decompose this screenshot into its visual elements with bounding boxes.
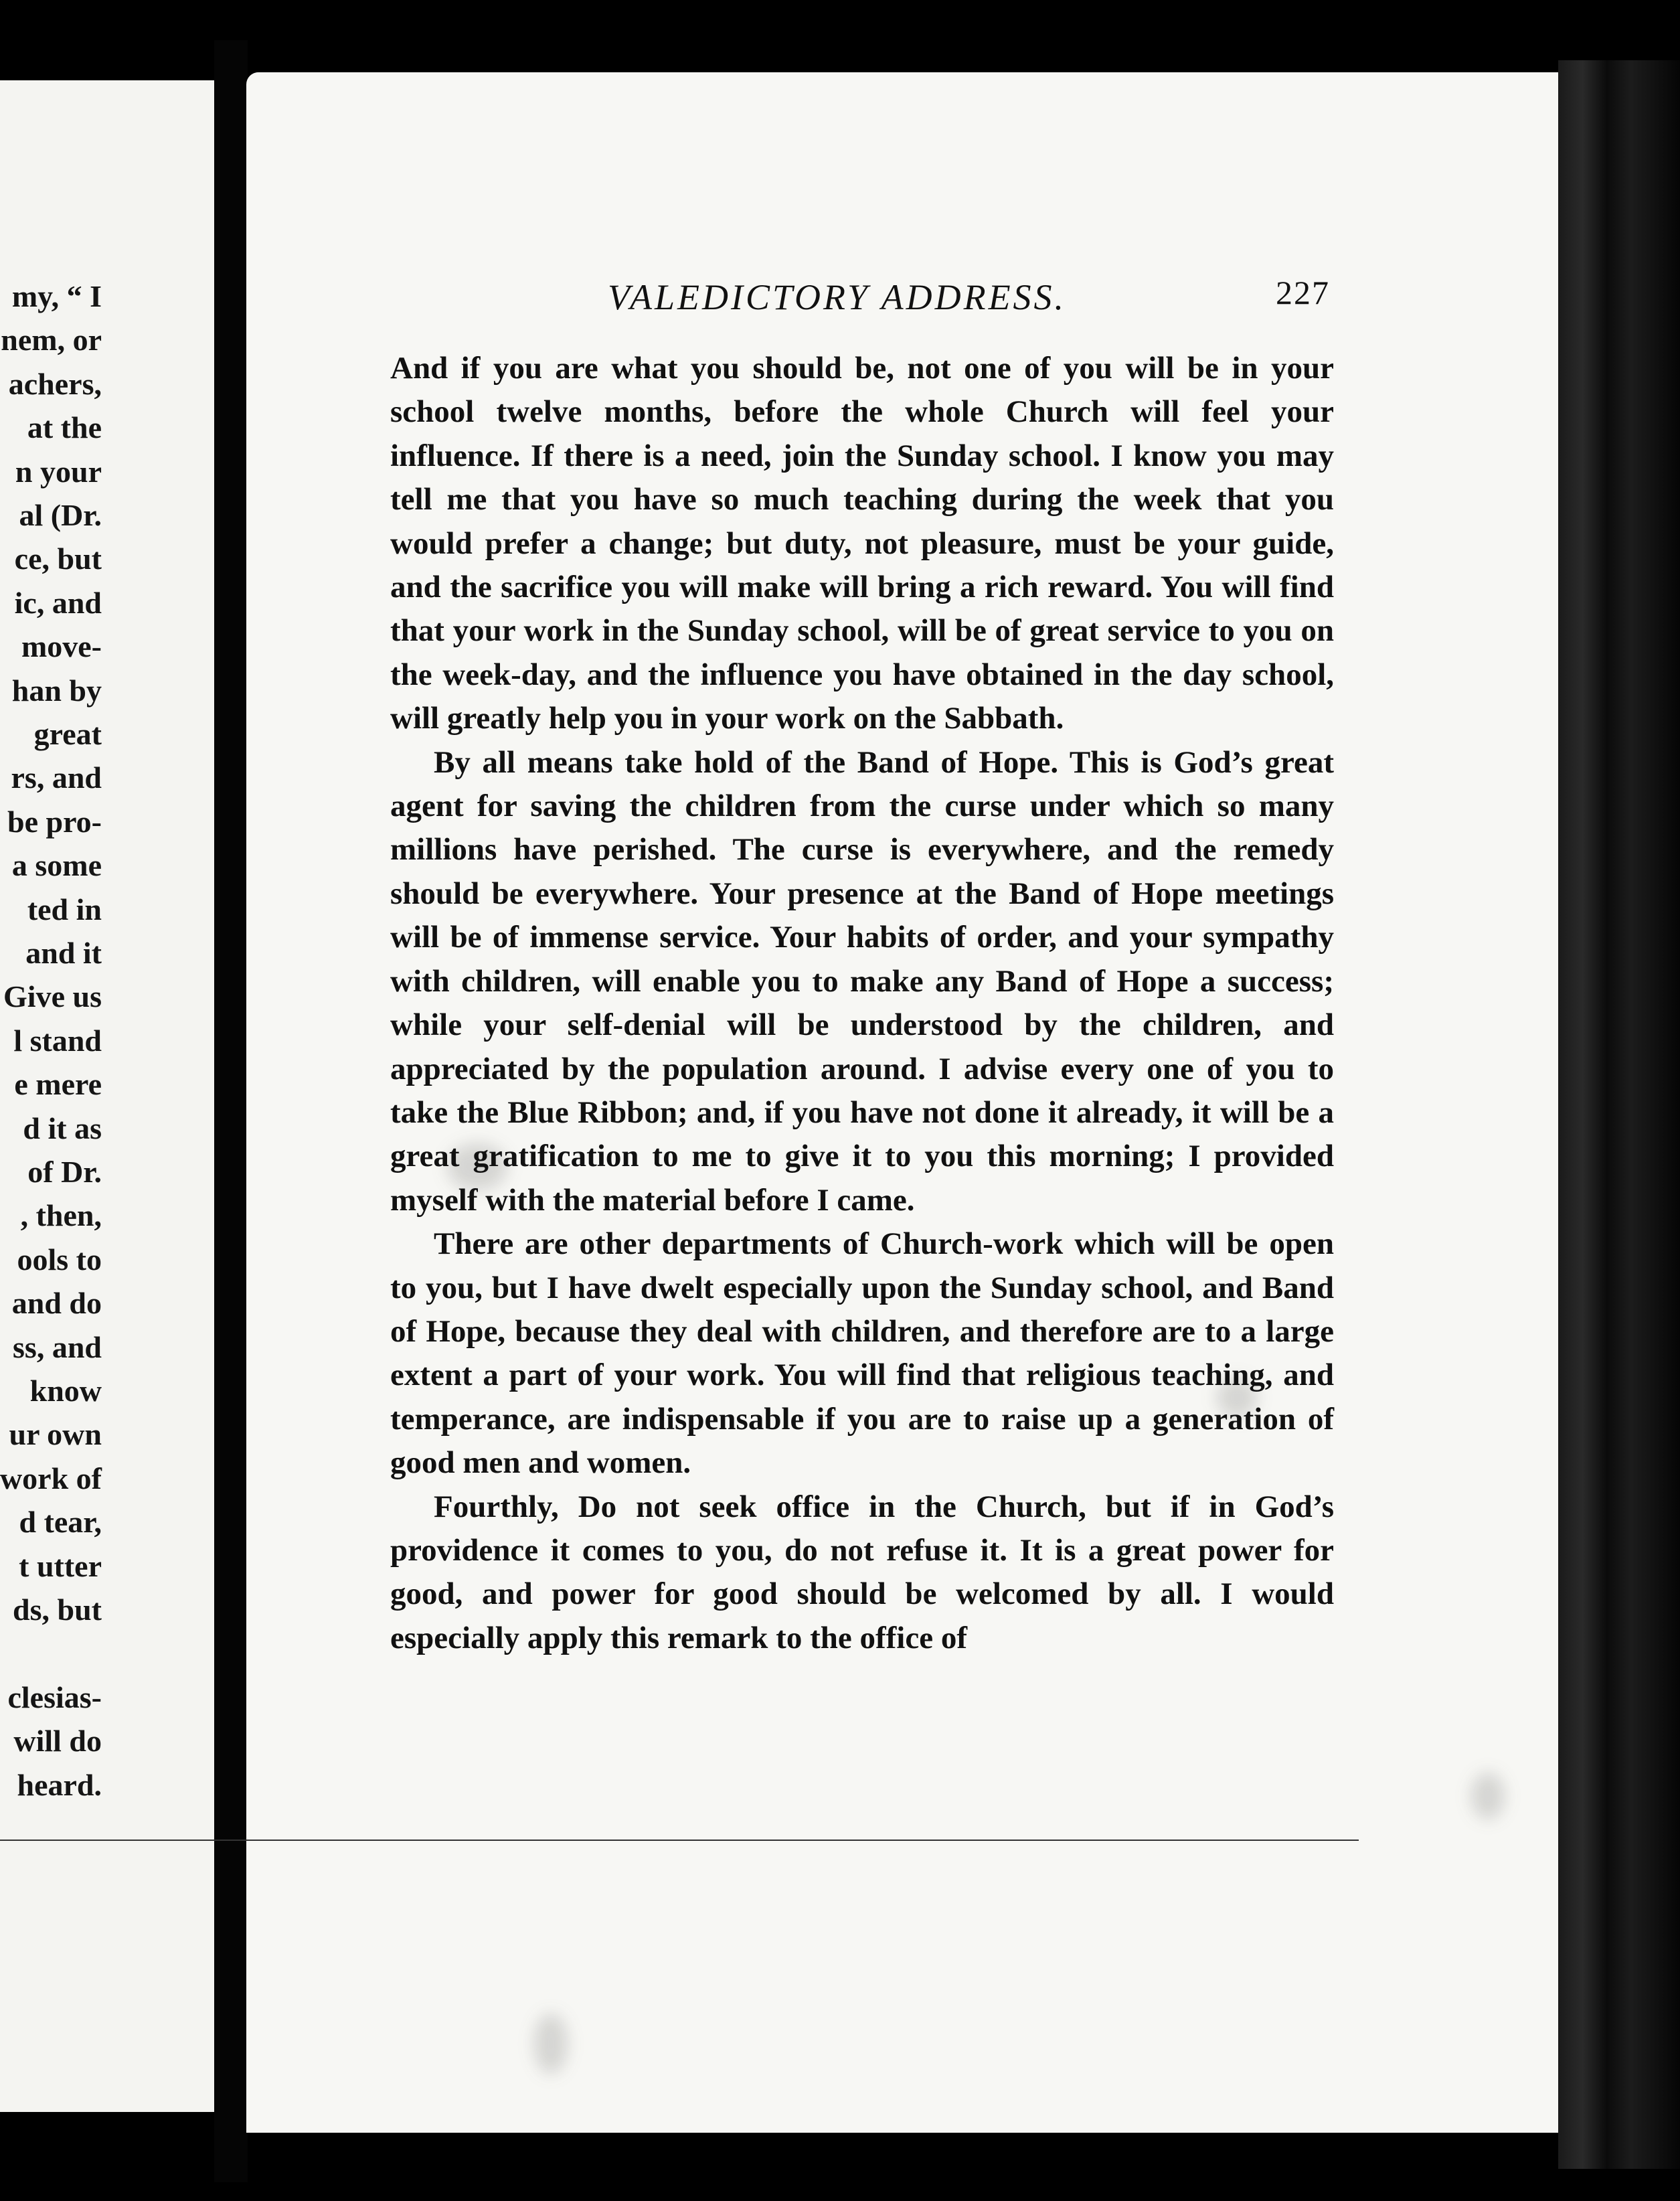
scan-artifact-line xyxy=(0,1840,1359,1841)
previous-page-line: at the xyxy=(27,410,102,445)
previous-page-line: ic, and xyxy=(14,585,102,620)
previous-page-line: d tear, xyxy=(19,1505,102,1540)
paragraph-2: By all means take hold of the Band of Hope. This is God’s great agent for saving the children from the curse under which so many millions have perished. The curse is everywhere, and the remedy should be everywhere. Your presence at the Band of Hope meetings will be of immense service. Your habits of order, and your sympathy with children, will enable you to make any Band of Hope a success; while your self-denial will be understood by the children, and appreciated by the population around. I advise every one of you to take the Blue Ribbon; and, if you have not done it already, it will be a great gratification to me to give it to you this morning; I provided myself with the material before I came. xyxy=(390,744,1334,1218)
ink-smudge xyxy=(534,2014,568,2074)
paragraph-4: Fourthly, Do not seek office in the Church, but if in God’s providence it comes to you, do not refuse it. It is a great power for good, and power for good should be welcomed by all. I would especially apply this remark to the office of xyxy=(390,1489,1334,1655)
previous-page-line: move- xyxy=(21,629,102,664)
page-edges xyxy=(1558,60,1680,2169)
previous-page-line: work of xyxy=(0,1461,102,1495)
page-number: 227 xyxy=(1276,274,1330,311)
paragraph-1: And if you are what you should be, not one of you will be in your school twelve months, before the whole Church will feel your influence. If there is a need, join the Sunday school. I know you may tell me that you have so much teaching during the week that you would prefer a change; but duty, not pleasure, must be your guide, and the sacrifice you will make will bring a rich reward. You will find that your work in the Sunday school, will be of great service to you on the week-day, and the influence you have obtained in the day school, will greatly help you in your work on the Sabbath. xyxy=(390,351,1334,736)
previous-page-line: clesias- xyxy=(7,1680,102,1714)
previous-page-line: n your xyxy=(15,454,102,489)
previous-page-line: l stand xyxy=(13,1023,102,1058)
book-gutter xyxy=(214,40,248,2182)
previous-page-line: know xyxy=(29,1374,102,1408)
previous-page-line: ds, but xyxy=(13,1593,102,1627)
previous-page-line: great xyxy=(33,717,102,751)
previous-page-line: and do xyxy=(11,1286,102,1321)
previous-page-line: be pro- xyxy=(7,804,102,839)
previous-page-line: , then, xyxy=(20,1198,102,1233)
previous-page-line: achers, xyxy=(8,366,102,401)
book-page xyxy=(246,72,1558,2133)
previous-page-line: ur own xyxy=(9,1417,102,1452)
previous-page-line: rs, and xyxy=(11,760,102,795)
previous-page-line: nem, or xyxy=(1,323,102,357)
previous-page-line: of Dr. xyxy=(27,1155,102,1189)
previous-page-line: heard. xyxy=(17,1767,102,1802)
previous-page-line: ools to xyxy=(17,1242,102,1277)
previous-page-line: ted in xyxy=(27,892,102,926)
previous-page-line: ss, and xyxy=(13,1329,102,1364)
body-text xyxy=(390,347,1334,1660)
ink-smudge xyxy=(1471,1773,1505,1819)
previous-page-line: a some xyxy=(11,848,102,883)
running-head: VALEDICTORY ADDRESS. xyxy=(608,277,1067,317)
previous-page-line: e mere xyxy=(14,1067,102,1102)
previous-page-line: and it xyxy=(25,936,102,970)
previous-page-line: ce, but xyxy=(14,542,102,576)
previous-page-line: my, “ I xyxy=(11,279,102,313)
previous-page-line: han by xyxy=(11,673,102,708)
paragraph-3: There are other departments of Church-work which will be open to you, but I have dwelt especially upon the Sunday school, and Band of Hope, because they deal with children, and therefore are to a large extent a part of your work. You will find that religious teaching, and temperance, are indispensable if you are to raise up a generation of good men and women. xyxy=(390,1226,1334,1481)
previous-page-fragment xyxy=(0,80,214,2112)
previous-page-line: will do xyxy=(13,1724,102,1759)
previous-page-line: t utter xyxy=(19,1548,102,1583)
previous-page-line: al (Dr. xyxy=(19,498,102,532)
previous-page-line: d it as xyxy=(23,1111,102,1145)
previous-page-line: Give us xyxy=(3,979,102,1014)
